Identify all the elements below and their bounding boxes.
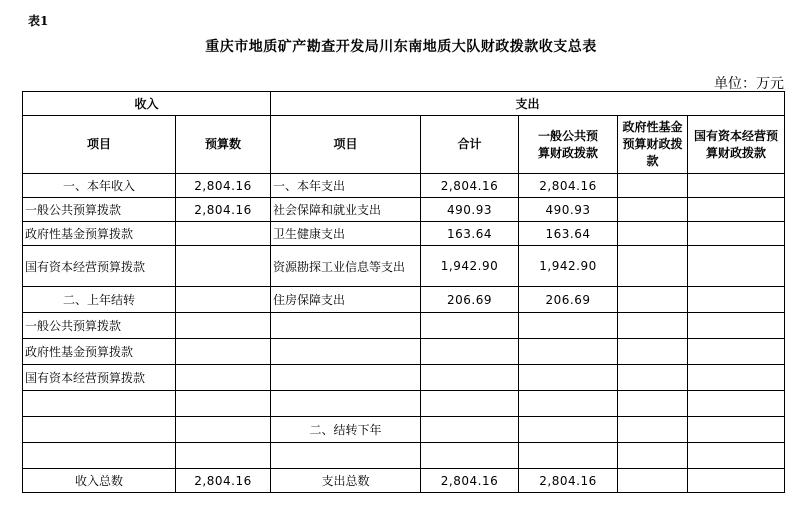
total-header: 合计 bbox=[421, 116, 519, 174]
income-item-cell: 一般公共预算拨款 bbox=[23, 313, 176, 339]
state-capital-cell bbox=[688, 222, 785, 246]
income-budget-cell bbox=[176, 339, 271, 365]
income-item-cell: 政府性基金预算拨款 bbox=[23, 339, 176, 365]
table-row bbox=[23, 287, 785, 313]
income-item-header: 项目 bbox=[23, 116, 176, 174]
expense-item-header: 项目 bbox=[271, 116, 421, 174]
state-capital-cell bbox=[688, 365, 785, 391]
expense-item-cell: 二、结转下年 bbox=[271, 417, 421, 443]
income-total-label: 收入总数 bbox=[23, 469, 176, 493]
table-row bbox=[23, 246, 785, 287]
expense-item-cell: 住房保障支出 bbox=[271, 287, 421, 313]
income-budget-cell bbox=[176, 313, 271, 339]
table-row bbox=[23, 339, 785, 365]
income-budget-cell bbox=[176, 443, 271, 469]
income-section-header: 收入 bbox=[23, 92, 271, 116]
total-cell bbox=[421, 443, 519, 469]
general-budget-header: 一般公共预算财政拨款 bbox=[519, 116, 618, 174]
table-row bbox=[23, 417, 785, 443]
state-capital-cell bbox=[688, 443, 785, 469]
expense-item-cell bbox=[271, 313, 421, 339]
gov-fund-header: 政府性基金预算财政拨款 bbox=[618, 116, 688, 174]
expense-total-value: 2,804.16 bbox=[421, 469, 519, 493]
total-cell: 163.64 bbox=[421, 222, 519, 246]
general-budget-cell: 2,804.16 bbox=[519, 174, 618, 198]
expense-item-cell: 社会保障和就业支出 bbox=[271, 198, 421, 222]
income-item-cell bbox=[23, 391, 176, 417]
expense-item-cell: 资源勘探工业信息等支出 bbox=[271, 246, 421, 287]
unit-label: 单位：万元 bbox=[714, 76, 784, 92]
gov-fund-cell bbox=[618, 222, 688, 246]
expense-section-header: 支出 bbox=[271, 92, 785, 116]
state-capital-total-value bbox=[688, 469, 785, 493]
income-budget-cell bbox=[176, 246, 271, 287]
gov-fund-cell bbox=[618, 198, 688, 222]
expense-item-cell bbox=[271, 391, 421, 417]
general-budget-cell: 163.64 bbox=[519, 222, 618, 246]
income-budget-cell: 2,804.16 bbox=[176, 174, 271, 198]
expense-item-cell bbox=[271, 443, 421, 469]
income-budget-cell: 2,804.16 bbox=[176, 198, 271, 222]
income-item-cell bbox=[23, 443, 176, 469]
header-row-top bbox=[23, 92, 785, 116]
income-budget-cell bbox=[176, 287, 271, 313]
general-budget-cell: 1,942.90 bbox=[519, 246, 618, 287]
general-budget-cell bbox=[519, 339, 618, 365]
table-row bbox=[23, 313, 785, 339]
state-capital-cell bbox=[688, 246, 785, 287]
income-item-cell bbox=[23, 417, 176, 443]
table-row bbox=[23, 222, 785, 246]
gov-fund-cell bbox=[618, 365, 688, 391]
general-budget-cell bbox=[519, 443, 618, 469]
income-item-cell: 国有资本经营预算拨款 bbox=[23, 246, 176, 287]
total-cell: 2,804.16 bbox=[421, 174, 519, 198]
budget-summary-table bbox=[22, 91, 785, 493]
table-row bbox=[23, 365, 785, 391]
general-budget-cell bbox=[519, 313, 618, 339]
gov-fund-cell bbox=[618, 246, 688, 287]
total-cell bbox=[421, 391, 519, 417]
income-item-cell: 国有资本经营预算拨款 bbox=[23, 365, 176, 391]
gov-fund-cell bbox=[618, 313, 688, 339]
income-item-cell: 政府性基金预算拨款 bbox=[23, 222, 176, 246]
gov-fund-cell bbox=[618, 287, 688, 313]
expense-item-cell bbox=[271, 365, 421, 391]
expense-item-cell bbox=[271, 339, 421, 365]
state-capital-cell bbox=[688, 313, 785, 339]
general-budget-cell: 490.93 bbox=[519, 198, 618, 222]
state-capital-cell bbox=[688, 339, 785, 365]
total-cell: 206.69 bbox=[421, 287, 519, 313]
income-budget-cell bbox=[176, 365, 271, 391]
general-budget-cell: 206.69 bbox=[519, 287, 618, 313]
gov-fund-total-value bbox=[618, 469, 688, 493]
page-title: 重庆市地质矿产勘查开发局川东南地质大队财政拨款收支总表 bbox=[205, 39, 597, 55]
income-total-value: 2,804.16 bbox=[176, 469, 271, 493]
state-capital-cell bbox=[688, 391, 785, 417]
state-capital-cell bbox=[688, 287, 785, 313]
general-budget-cell bbox=[519, 417, 618, 443]
table-row-totals bbox=[23, 469, 785, 493]
total-cell bbox=[421, 365, 519, 391]
total-cell: 490.93 bbox=[421, 198, 519, 222]
income-item-cell: 二、上年结转 bbox=[23, 287, 176, 313]
income-budget-header: 预算数 bbox=[176, 116, 271, 174]
income-item-cell: 一般公共预算拨款 bbox=[23, 198, 176, 222]
general-budget-cell bbox=[519, 391, 618, 417]
gov-fund-cell bbox=[618, 174, 688, 198]
general-budget-cell bbox=[519, 365, 618, 391]
total-cell bbox=[421, 339, 519, 365]
gov-fund-cell bbox=[618, 391, 688, 417]
expense-item-cell: 一、本年支出 bbox=[271, 174, 421, 198]
gov-fund-cell bbox=[618, 339, 688, 365]
table-row bbox=[23, 198, 785, 222]
gov-fund-cell bbox=[618, 443, 688, 469]
income-budget-cell bbox=[176, 391, 271, 417]
gov-fund-cell bbox=[618, 417, 688, 443]
total-cell bbox=[421, 417, 519, 443]
income-budget-cell bbox=[176, 417, 271, 443]
state-capital-cell bbox=[688, 198, 785, 222]
header-row-columns bbox=[23, 116, 785, 174]
income-budget-cell bbox=[176, 222, 271, 246]
general-budget-total-value: 2,804.16 bbox=[519, 469, 618, 493]
income-item-cell: 一、本年收入 bbox=[23, 174, 176, 198]
total-cell bbox=[421, 313, 519, 339]
table-row bbox=[23, 391, 785, 417]
table-row bbox=[23, 174, 785, 198]
state-capital-cell bbox=[688, 417, 785, 443]
state-capital-header: 国有资本经营预算财政拨款 bbox=[688, 116, 785, 174]
state-capital-cell bbox=[688, 174, 785, 198]
expense-total-label: 支出总数 bbox=[271, 469, 421, 493]
table-row bbox=[23, 443, 785, 469]
table-number-label: 表1 bbox=[28, 14, 49, 28]
expense-item-cell: 卫生健康支出 bbox=[271, 222, 421, 246]
total-cell: 1,942.90 bbox=[421, 246, 519, 287]
